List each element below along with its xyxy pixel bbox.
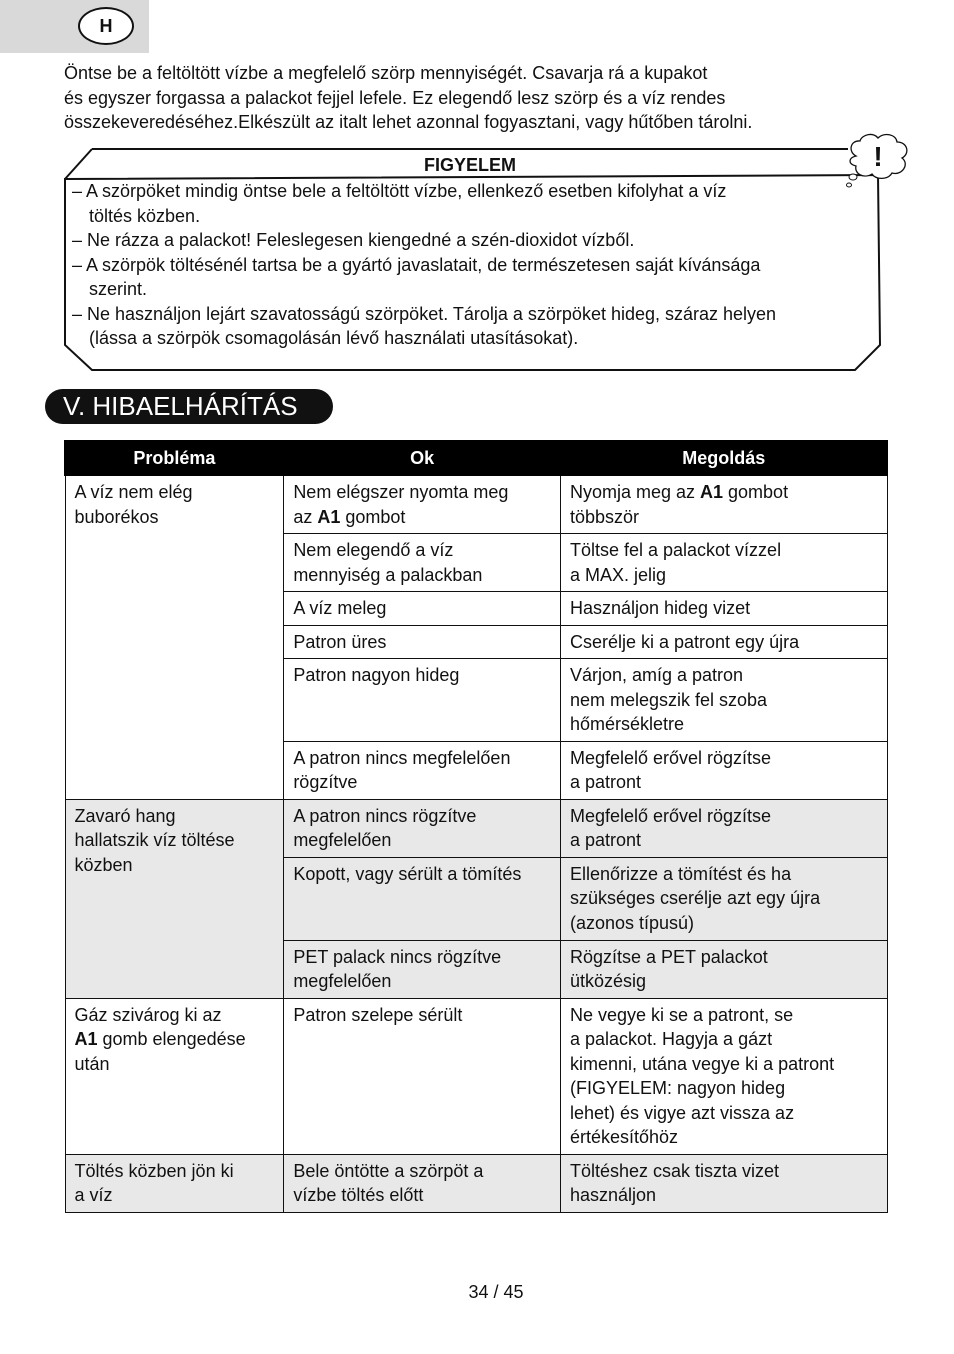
solution-cell: Ellenőrizze a tömítést és ha szükséges cserélje azt egy újra (azonos típusú) [560, 857, 887, 940]
cause-cell: Nem elégszer nyomta meg az A1 gombot [284, 475, 561, 534]
header-solution: Megoldás [560, 441, 887, 475]
cause-cell: PET palack nincs rögzítve megfelelően [284, 940, 561, 998]
warning-item-continuation: töltés közben. [89, 205, 201, 226]
solution-cell: Cserélje ki a patront egy újra [560, 625, 887, 659]
solution-cell: Ne vegye ki se a patront, se a palackot. Hagyja a gázt kimenni, utána vegye ki a patront (FIGYELEM: nagyon hideg lehet) és vigye azt vissza az értékesítőhöz [560, 998, 887, 1154]
solution-cell: Megfelelő erővel rögzítse a patront [560, 799, 887, 857]
cause-cell: A patron nincs rögzítve megfelelően [284, 799, 561, 857]
warning-item-continuation: (lássa a szörpök csomagolásán lévő használati utasításokat). [89, 328, 579, 348]
solution-cell: Töltéshez csak tiszta vizet használjon [560, 1154, 887, 1212]
table-row [65, 475, 887, 534]
solution-cell: Megfelelő erővel rögzítse a patront [560, 741, 887, 799]
table-row [65, 799, 887, 857]
solution-cell: Használjon hideg vizet [560, 592, 887, 626]
solution-cell: Várjon, amíg a patron nem melegszik fel szoba hőmérsékletre [560, 659, 887, 742]
cause-cell: A víz meleg [284, 592, 561, 626]
problem-cell: Zavaró hang hallatszik víz töltése közben [65, 799, 284, 998]
section-title: V. HIBAELHÁRÍTÁS [45, 389, 333, 424]
warning-item-text: – A szörpök töltésénél tartsa be a gyártó javaslatait, de természetesen saját kívánsága [72, 254, 761, 275]
warning-item-text: – Ne rázza a palackot! Feleslegesen kiengedné a szén-dioxidot vízből. [72, 230, 635, 250]
problem-cell: A víz nem elég buborékos [65, 475, 284, 799]
warning-item [72, 179, 882, 228]
intro-line: Öntse be a feltöltött vízbe a megfelelő szörp mennyiségét. Csavarja rá a kupakot [64, 63, 708, 83]
warning-item [72, 302, 882, 351]
warning-list [72, 179, 882, 351]
header-problem: Probléma [65, 441, 284, 475]
table-header-row [65, 441, 887, 475]
cause-cell: Kopott, vagy sérült a tömítés [284, 857, 561, 940]
language-badge: H [78, 7, 134, 45]
cause-cell: Patron üres [284, 625, 561, 659]
problem-cell: Gáz szivárog ki az A1 gomb elengedése után [65, 998, 284, 1154]
troubleshooting-table [64, 440, 888, 1213]
solution-cell: Rögzítse a PET palackot ütközésig [560, 940, 887, 998]
cause-cell: A patron nincs megfelelően rögzítve [284, 741, 561, 799]
cause-cell: Nem elegendő a víz mennyiség a palackban [284, 534, 561, 592]
cause-cell: Bele öntötte a szörpöt a vízbe töltés előtt [284, 1154, 561, 1212]
cause-cell: Patron nagyon hideg [284, 659, 561, 742]
warning-title: FIGYELEM [423, 155, 516, 175]
table-row [65, 1154, 887, 1212]
header-cause: Ok [284, 441, 561, 475]
solution-cell: Nyomja meg az A1 gombot többször [560, 475, 887, 534]
warning-item [72, 253, 882, 302]
warning-item [72, 228, 882, 253]
table-row [65, 998, 887, 1154]
warning-item-continuation: szerint. [89, 279, 148, 299]
intro-paragraph [64, 61, 884, 135]
intro-line: összekeveredéséhez.Elkészült az italt lehet azonnal fogyasztani, vagy hűtőben tárolni. [64, 112, 753, 132]
warning-item-text: – Ne használjon lejárt szavatosságú szörpöket. Tárolja a szörpöket hideg, száraz helyen [72, 303, 777, 324]
intro-line: és egyszer forgassa a palackot fejjel lefele. Ez elegendő lesz szörp és a víz rendes [64, 87, 726, 108]
problem-cell: Töltés közben jön ki a víz [65, 1154, 284, 1212]
cause-cell: Patron szelepe sérült [284, 998, 561, 1154]
solution-cell: Töltse fel a palackot vízzel a MAX. jelig [560, 534, 887, 592]
language-tab [0, 0, 149, 53]
exclamation-icon: ! [873, 141, 883, 172]
page-number: 34 / 45 [468, 1282, 524, 1302]
warning-item-text: – A szörpöket mindig öntse bele a feltöltött vízbe, ellenkező esetben kifolyhat a víz [72, 181, 727, 201]
